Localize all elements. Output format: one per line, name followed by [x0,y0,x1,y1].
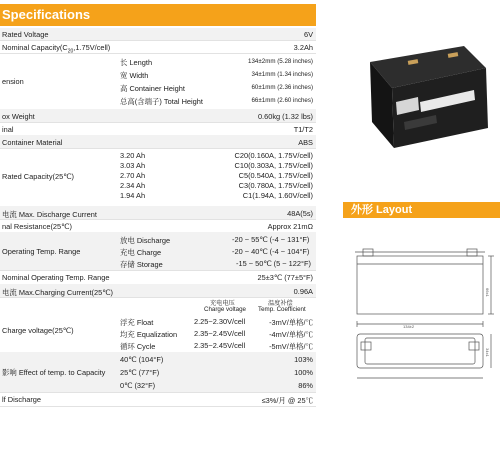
capacity-rate: C20(0.160A, 1.75V/cell) [234,151,313,160]
charge-voltage: 2.35~2.45V/cell [194,329,246,338]
col-head: 充电电压 [210,300,235,307]
label: 电流 Max.Charging Current(25℃) [2,288,113,297]
charge-name: 浮充 Float [120,318,154,327]
temp-value: -15 ~ 50℃ (5 ~ 122°F) [236,259,311,268]
row-container-material [0,135,316,149]
value: 48A(5s) [287,209,313,218]
value: 3.2Ah [293,43,313,52]
label: Operating Temp. Range [2,247,81,256]
battery-photo [356,30,496,172]
row-weight [0,109,316,123]
row-nominal-op-temp [0,270,316,285]
col-head: 温度补偿 [268,300,293,307]
charge-voltage: 2.25~2.30V/cell [194,317,246,326]
label: Rated Voltage [2,30,49,39]
effect-value: 103% [294,355,313,364]
dim-name: 长 Length [120,58,153,67]
temp-value: -20 ~ 40℃ (-4 ~ 104°F) [232,247,310,256]
effect-temp: 40℃ (104°F) [120,355,164,364]
label: nal Resistance(25℃) [2,222,72,231]
row-internal-resistance [0,219,316,233]
row-charge-voltage [0,297,316,353]
row-nominal-capacity [0,40,316,54]
specifications-header: Specifications [0,4,316,26]
capacity-rate: C3(0.780A, 1.75V/cell) [238,181,313,190]
dim-width: 34±1 [485,348,490,357]
col-head: Temp. Coefficient [258,306,306,313]
label: ox Weight [2,112,35,121]
label: Nominal Operating Temp. Range [2,273,110,282]
row-temp-effect [0,352,316,393]
dim-length: 134±2 [403,324,415,329]
temp-name: 存储 Storage [120,260,163,269]
value: 0.60kg (1.32 lbs) [257,112,313,121]
dim-name: 总高(含端子) Total Height [120,97,203,106]
value: ≤3%/月 @ 25℃ [261,396,313,405]
temp-name: 放电 Discharge [120,236,171,245]
value: 25±3℃ (77±5°F) [257,273,313,282]
row-max-charging [0,284,316,298]
dim-name: 宽 Width [120,71,149,80]
label: 影响 Effect of temp. to Capacity [2,368,106,377]
label: lf Discharge [2,395,42,404]
value: 6V [303,30,313,39]
charge-voltage: 2.35~2.45V/cell [194,341,246,350]
label: Nominal $Capacity(C_{20},1.75V/cell)$ [2,43,111,55]
charge-coef: -5mV/单格/℃ [269,342,313,351]
value: Approx 21mΩ [267,222,313,231]
capacity-rate: C5(0.540A, 1.75V/cell) [238,171,313,180]
row-terminal [0,122,316,136]
layout-header: 外形 Layout [343,202,500,218]
label: Rated Capacity(25℃) [2,172,74,181]
value: ABS [298,138,313,147]
charge-name: 均充 Equalization [120,330,178,339]
label: inal [2,125,14,134]
effect-temp: 25℃ (77°F) [120,368,160,377]
capacity-ah: 2.34 Ah [120,181,146,190]
label: 电流 Max. Discharge Current [2,210,97,219]
charge-coef: -3mV/单格/℃ [269,318,313,327]
dim-value: 34±1mm (1.34 inches) [251,71,313,78]
dim-value: 60±1mm (2.36 inches) [251,84,313,91]
dim-value: 66±1mm (2.60 inches) [251,97,313,104]
row-operating-temp [0,232,316,271]
capacity-rate: C10(0.303A, 1.75V/cell) [234,161,313,170]
temp-name: 充电 Charge [120,248,162,257]
row-rated-capacity [0,148,316,207]
col-head: Charge voltage [204,306,246,313]
effect-temp: 0℃ (32°F) [120,381,156,390]
dim-name: 高 Container Height [120,84,185,93]
capacity-rate: C1(1.94A, 1.60V/cell) [242,191,313,200]
capacity-ah: 2.70 Ah [120,171,146,180]
charge-coef: -4mV/单格/℃ [269,330,313,339]
value: 0.96A [293,287,313,296]
charge-name: 循环 Cycle [120,342,156,351]
label: ension [2,77,24,86]
value: T1/T2 [293,125,313,134]
layout-diagram [345,238,500,388]
capacity-ah: 3.03 Ah [120,161,146,170]
effect-value: 100% [294,368,313,377]
effect-value: 86% [298,381,313,390]
label: Charge voltage(25℃) [2,326,74,335]
row-self-discharge [0,392,316,407]
capacity-ah: 3.20 Ah [120,151,146,160]
dim-value: 134±2mm (5.28 inches) [248,58,313,65]
dim-height: 66±1 [485,288,490,297]
row-dimension [0,53,316,110]
row-max-discharge [0,206,316,220]
label: Container Material [2,138,63,147]
temp-value: -20 ~ 55℃ (-4 ~ 131°F) [232,235,310,244]
capacity-ah: 1.94 Ah [120,191,146,200]
